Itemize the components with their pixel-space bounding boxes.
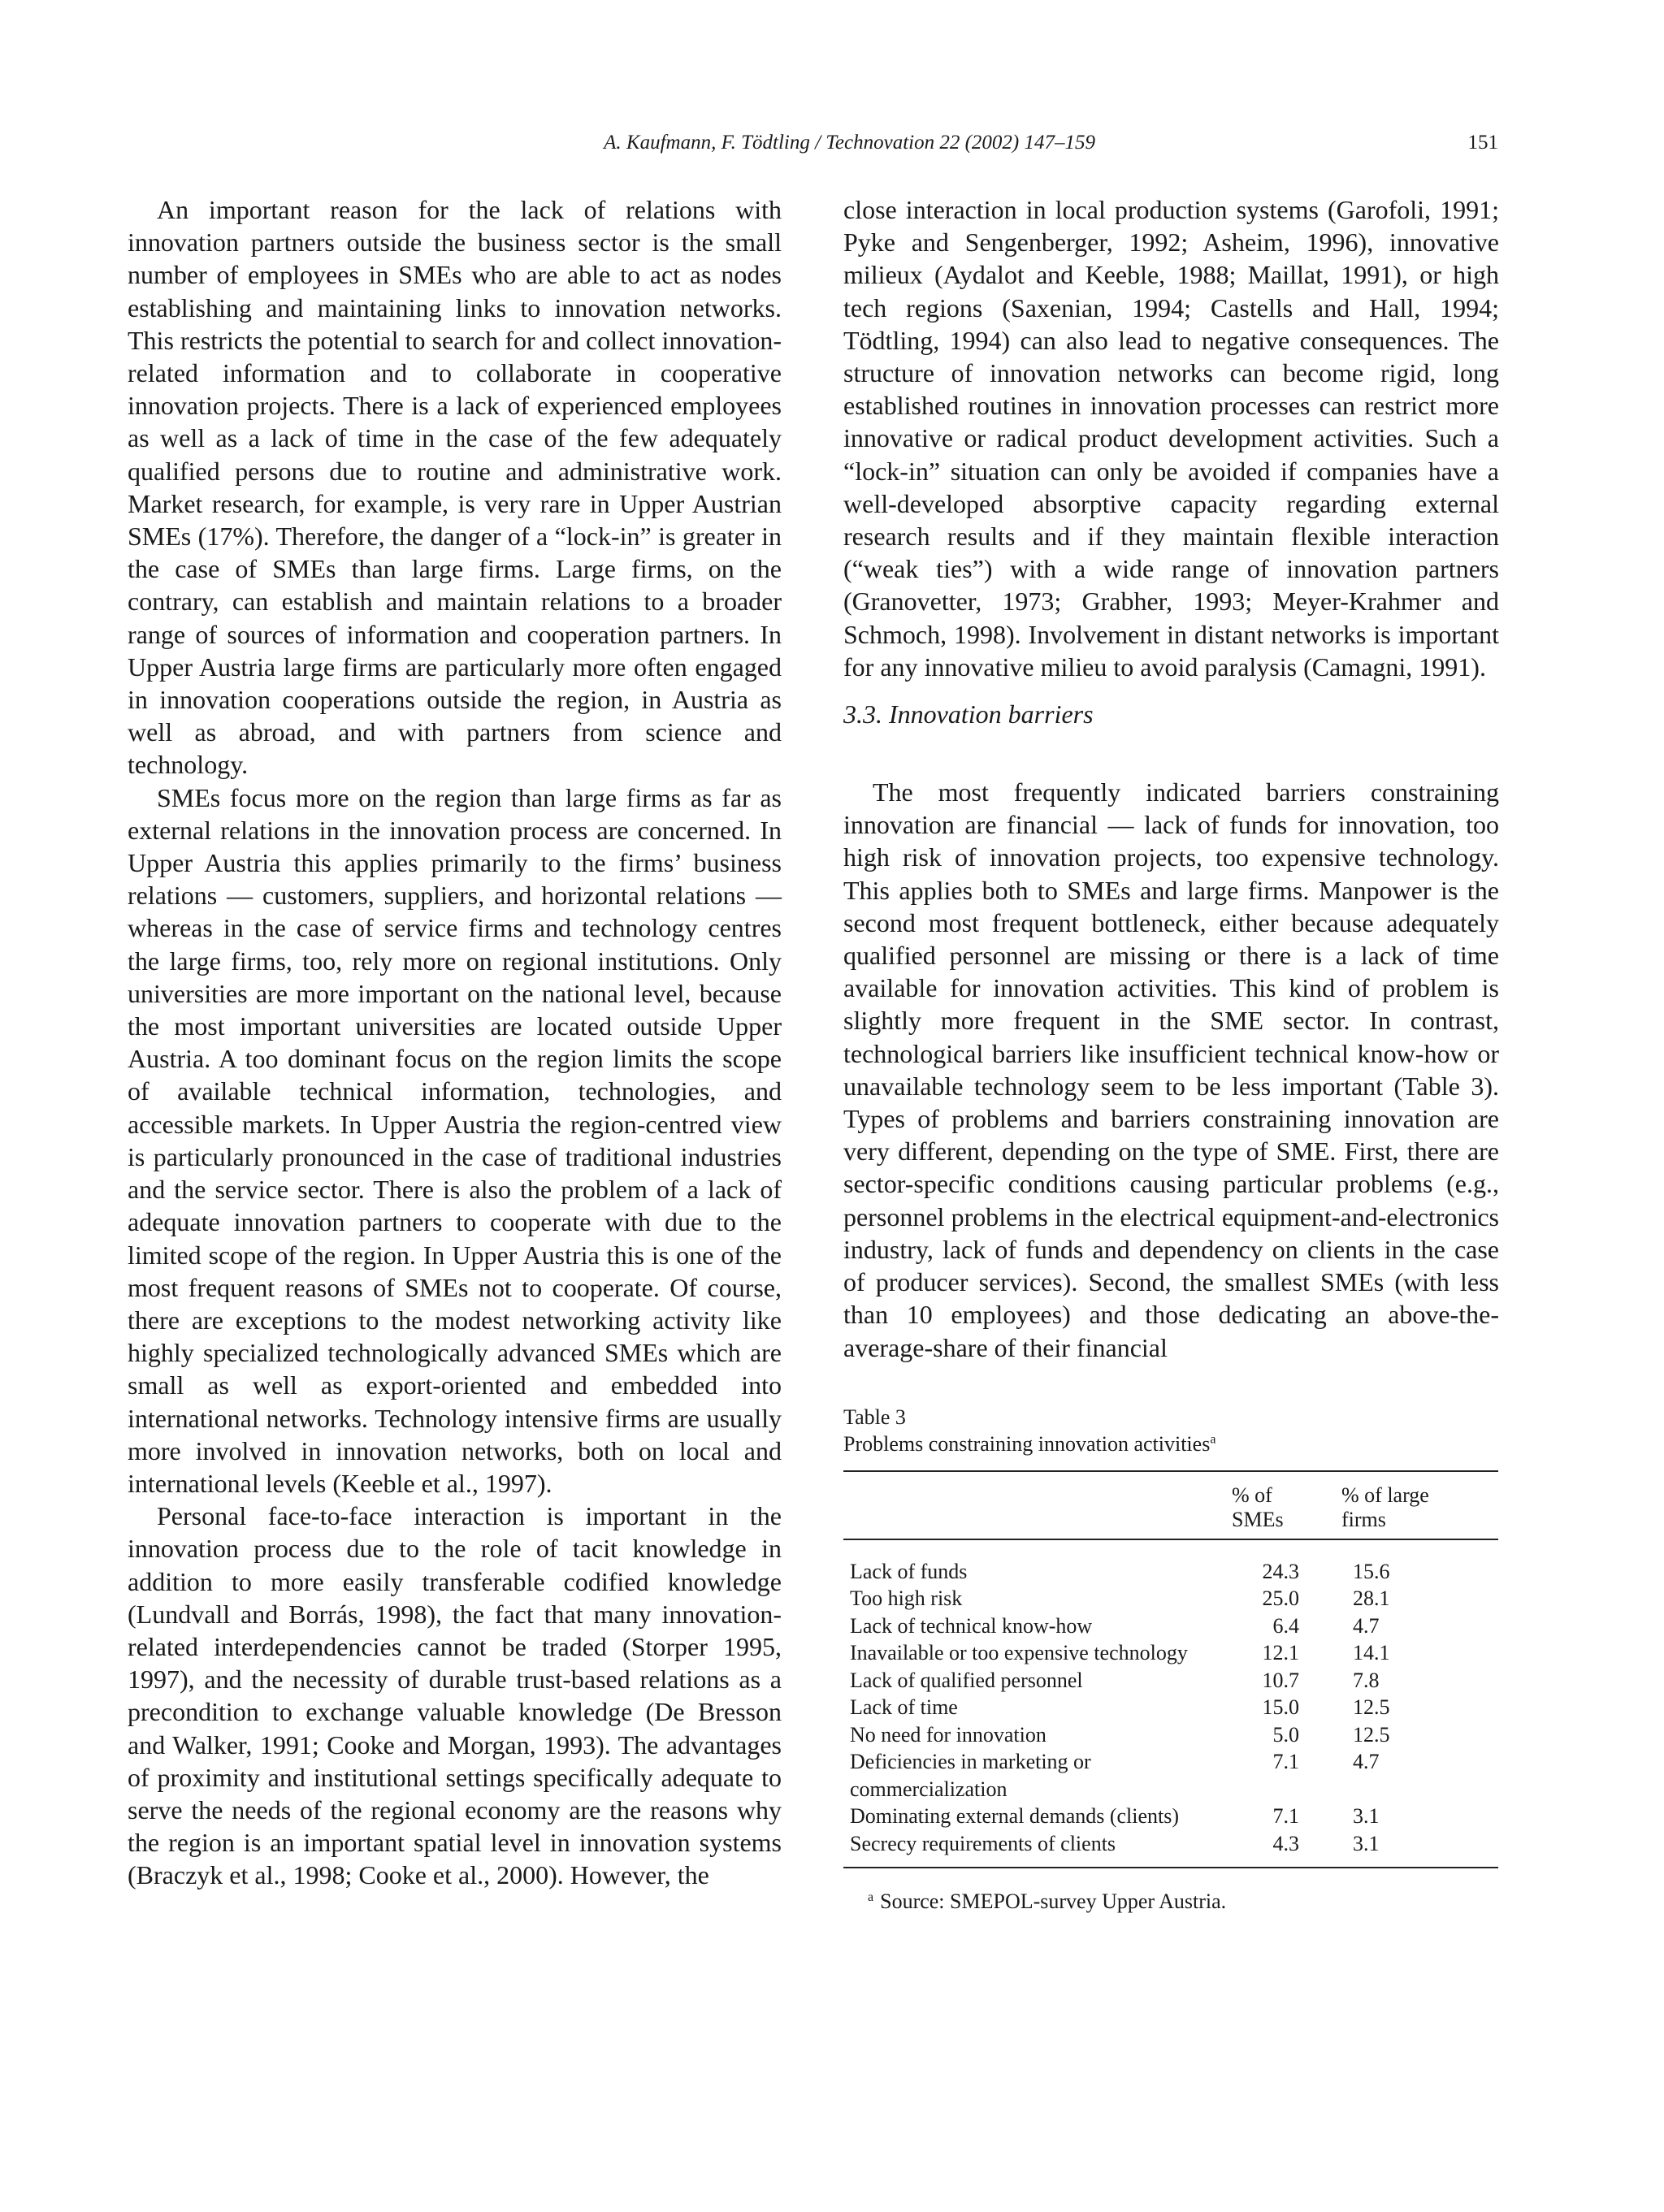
row-large-value: 4.7: [1353, 1750, 1380, 1774]
header-blank: [843, 1471, 1232, 1539]
page-number: 151: [1467, 132, 1498, 154]
row-label: Inavailable or too expensive technology: [850, 1641, 1188, 1665]
table-row: [843, 1694, 1498, 1721]
body-paragraph: SMEs focus more on the region than large firms as far as external relations in the innovation process are concerned. In Upper Austria this applies primarily to the firms’ business relations — customers, suppliers, and horizontal relations — whereas in the case of service firms and technology centres the large firms, too, rely more on regional institutions. Only universities are more important on the national level, because the most important universities are located outside Upper Austria. A too dominant focus on the region limits the scope of available technical information, technologies, and accessible markets. In Upper Austria the region-centred view is particularly pronounced in the case of traditional industries and the service sector. There is also the problem of a lack of adequate innovation partners to cooperate with due to the limited scope of the region. In Upper Austria this is one of the most frequent reasons of SMEs not to cooperate. Of course, there are exceptions to the modest networking activity like highly specialized technologically advanced SMEs which are small as well as export-oriented and embedded into international networks. Technology intensive firms are usually more involved in innovation networks, both on local and international levels (Keeble et al., 1997).: [128, 782, 782, 1498]
section-heading: [843, 698, 1499, 776]
header-large-line2: firms: [1341, 1507, 1386, 1531]
running-head: [0, 132, 1664, 164]
row-large-value: 3.1: [1341, 1830, 1498, 1868]
table-row: [843, 1585, 1498, 1612]
body-paragraph: An important reason for the lack of relations with innovation partners outside the business sector is the small number of employees in SMEs who are able to act as nodes establishing and maintaining links to innovation networks. This restricts the potential to search for and collect innovation-related information and to collaborate in cooperative innovation projects. There is a lack of experienced employees as well as a lack of time in the case of the few adequately qualified persons due to routine and administrative work. Market research, for example, is very rare in Upper Austrian SMEs (17%). Therefore, the danger of a “lock-in” is greater in the case of SMEs than large firms. Large firms, on the contrary, can establish and maintain relations to a broader range of sources of information and cooperation partners. In Upper Austria large firms are particularly more often engaged in innovation cooperations outside the region, in Austria as well as abroad, and with partners from science and technology.: [128, 195, 782, 780]
header-smes-line2: SMEs: [1232, 1507, 1284, 1531]
row-label: Secrecy requirements of clients: [843, 1830, 1232, 1868]
row-large-value: 15.6: [1353, 1559, 1390, 1583]
header-smes: [1232, 1471, 1341, 1539]
footnote-marker: a: [868, 1890, 874, 1904]
row-label: Too high risk: [850, 1586, 963, 1611]
left-column: [128, 193, 782, 1892]
row-label: Lack of technical know-how: [850, 1613, 1093, 1638]
table-label: Table 3: [843, 1405, 906, 1429]
row-smes-value: 24.3: [1262, 1559, 1299, 1583]
running-head-authors: A. Kaufmann, F. Tödtling / Technovation 22 (2002) 147–159: [604, 132, 1095, 154]
table-row: [843, 1612, 1498, 1640]
row-large-value: 4.7: [1353, 1613, 1380, 1638]
row-label: Lack of funds: [850, 1559, 968, 1583]
row-smes-value: 7.1: [1272, 1804, 1299, 1829]
row-large-value: 14.1: [1353, 1641, 1390, 1665]
header-smes-line1: % of: [1232, 1483, 1272, 1507]
table-row: [843, 1539, 1498, 1586]
right-column: [843, 193, 1499, 1915]
row-large-value: 12.5: [1353, 1695, 1390, 1720]
section-heading-text: 3.3. Innovation barriers: [843, 699, 1094, 729]
table-row: [843, 1803, 1498, 1830]
row-smes-value: 12.1: [1262, 1641, 1299, 1665]
row-label: Deficiencies in marketing or commercialization: [850, 1750, 1091, 1801]
table-row: [843, 1667, 1498, 1695]
row-smes-value: 25.0: [1262, 1586, 1299, 1611]
body-paragraph: Personal face-to-face interaction is important in the innovation process due to the role of tacit knowledge in addition to more easily transferable codified knowledge (Lundvall and Borrás, 1998), the fact that many innovation-related interdependencies cannot be traded (Storper 1995, 1997), and the necessity of durable trust-based relations as a precondition to exchange valuable knowledge (De Bresson and Walker, 1991; Cooke and Morgan, 1993). The advantages of proximity and institutional settings specifically adequate to serve the needs of the regional economy are the reasons why the region is an important spatial level in innovation systems (Braczyk et al., 1998; Cooke et al., 2000). However, the: [128, 1501, 782, 1890]
row-smes-value: 10.7: [1262, 1668, 1299, 1692]
table-row: [843, 1721, 1498, 1749]
row-smes-value: 5.0: [1272, 1722, 1299, 1747]
row-large-value: 7.8: [1353, 1668, 1380, 1692]
row-large-value: 28.1: [1353, 1586, 1390, 1611]
row-smes-value: 15.0: [1262, 1695, 1299, 1720]
header-large-line1: % of large: [1341, 1483, 1429, 1507]
row-label: No need for innovation: [850, 1722, 1046, 1747]
table-footnote: [843, 1888, 1498, 1915]
table-row: [843, 1639, 1498, 1667]
table-caption-footnote-marker: a: [1210, 1432, 1216, 1447]
table-row: [843, 1748, 1498, 1803]
table-caption-text: Problems constraining innovation activities: [843, 1431, 1211, 1456]
row-label: Dominating external demands (clients): [850, 1804, 1180, 1829]
footnote-text: Source: SMEPOL-survey Upper Austria.: [880, 1890, 1227, 1914]
table-3: [843, 1404, 1498, 1915]
problems-table: [843, 1470, 1498, 1869]
table-row: [843, 1830, 1498, 1868]
table-caption: [843, 1431, 1498, 1457]
row-smes-value: 7.1: [1272, 1750, 1299, 1774]
body-paragraph: The most frequently indicated barriers constraining innovation are financial — lack of funds for innovation, too high risk of innovation projects, too expensive technology. This applies both to SMEs and large firms. Manpower is the second most frequent bottleneck, either because adequately qualified personnel are missing or there is a lack of time available for innovation activities. This kind of problem is slightly more frequent in the SME sector. In contrast, technological barriers like insufficient technical know-how or unavailable technology seem to be less important (Table 3). Types of problems and barriers constraining innovation are very different, depending on the type of SME. First, there are sector-specific conditions causing particular problems (e.g., personnel problems in the electrical equipment-and-electronics industry, lack of funds and dependency on clients in the case of producer services). Second, the smallest SMEs (with less than 10 employees) and those dedicating an above-the-average-share of their financial: [843, 777, 1499, 1362]
row-large-value: 3.1: [1353, 1804, 1380, 1829]
body-paragraph-continued: close interaction in local production systems (Garofoli, 1991; Pyke and Sengenberger, 1992; Asheim, 1996), innovative milieux (Aydalot and Keeble, 1988; Maillat, 1991), or high tech regions (Saxenian, 1994; Castells and Hall, 1994; Tödtling, 1994) can also lead to negative consequences. The structure of innovation networks can become rigid, long established routines in innovation processes can restrict more innovative or radical product development activities. Such a “lock-in” situation can only be avoided if companies have a well-developed absorptive capacity regarding external research results and if they maintain flexible interaction (“weak ties”) with a wide range of innovation partners (Granovetter, 1973; Grabher, 1993; Meyer-Krahmer and Schmoch, 1998). Involvement in distant networks is important for any innovative milieu to avoid paralysis (Camagni, 1991).: [843, 195, 1499, 682]
row-large-value: 12.5: [1353, 1722, 1390, 1747]
row-smes-value: 6.4: [1272, 1613, 1299, 1638]
row-label: Lack of time: [850, 1695, 958, 1720]
row-smes-value: 4.3: [1232, 1830, 1341, 1868]
row-label: Lack of qualified personnel: [850, 1668, 1083, 1692]
table-header-row: [843, 1471, 1498, 1539]
header-large-firms: [1341, 1471, 1498, 1539]
